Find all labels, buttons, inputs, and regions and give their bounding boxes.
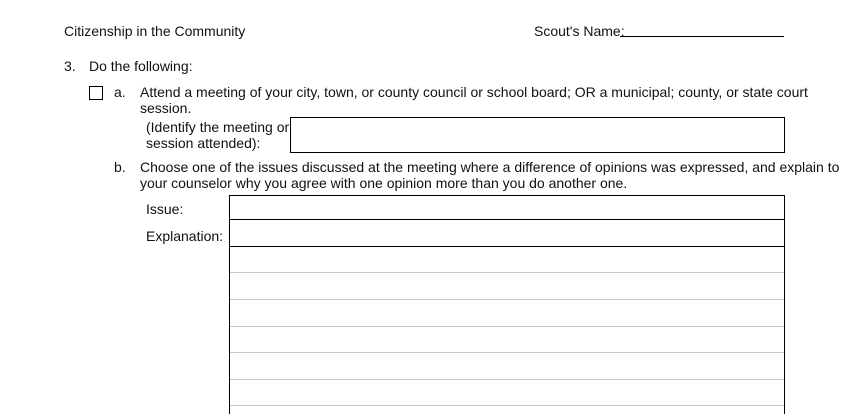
requirement-text: Do the following: [89, 58, 193, 74]
issue-label: Issue: [146, 201, 184, 217]
section-title: Citizenship in the Community [64, 23, 246, 39]
ruled-line [230, 405, 784, 406]
explanation-input[interactable] [230, 220, 784, 246]
ruled-line [230, 326, 784, 327]
scout-name-label: Scout's Name: [534, 23, 625, 39]
item-a-letter: a. [114, 84, 126, 100]
ruled-line [230, 272, 784, 273]
meeting-attended-field[interactable] [290, 117, 785, 153]
identify-meeting-label-line2: session attended): [146, 135, 261, 151]
item-a-text-line1: Attend a meeting of your city, town, or county council or school board; OR a municipal; county, or state court [140, 84, 808, 100]
explanation-ruled-area[interactable] [229, 246, 785, 414]
issue-field[interactable] [229, 195, 785, 220]
scout-name-field[interactable] [620, 36, 784, 37]
item-b-text-line1: Choose one of the issues discussed at the meeting where a difference of opinions was expressed, and explain to [140, 159, 840, 175]
ruled-line [230, 379, 784, 380]
ruled-line [230, 299, 784, 300]
item-b-letter: b. [114, 159, 126, 175]
item-b-text-line2: your counselor why you agree with one opinion more than you do another one. [140, 175, 628, 191]
item-a-text-line2: session. [140, 100, 192, 116]
item-a-checkbox[interactable] [89, 86, 103, 100]
meeting-attended-input[interactable] [291, 118, 784, 152]
explanation-first-line[interactable] [229, 220, 785, 247]
ruled-line [230, 352, 784, 353]
issue-input[interactable] [230, 196, 784, 219]
requirement-number: 3. [64, 58, 76, 74]
explanation-label: Explanation: [146, 228, 224, 244]
identify-meeting-label-line1: (Identify the meeting or [146, 119, 290, 135]
